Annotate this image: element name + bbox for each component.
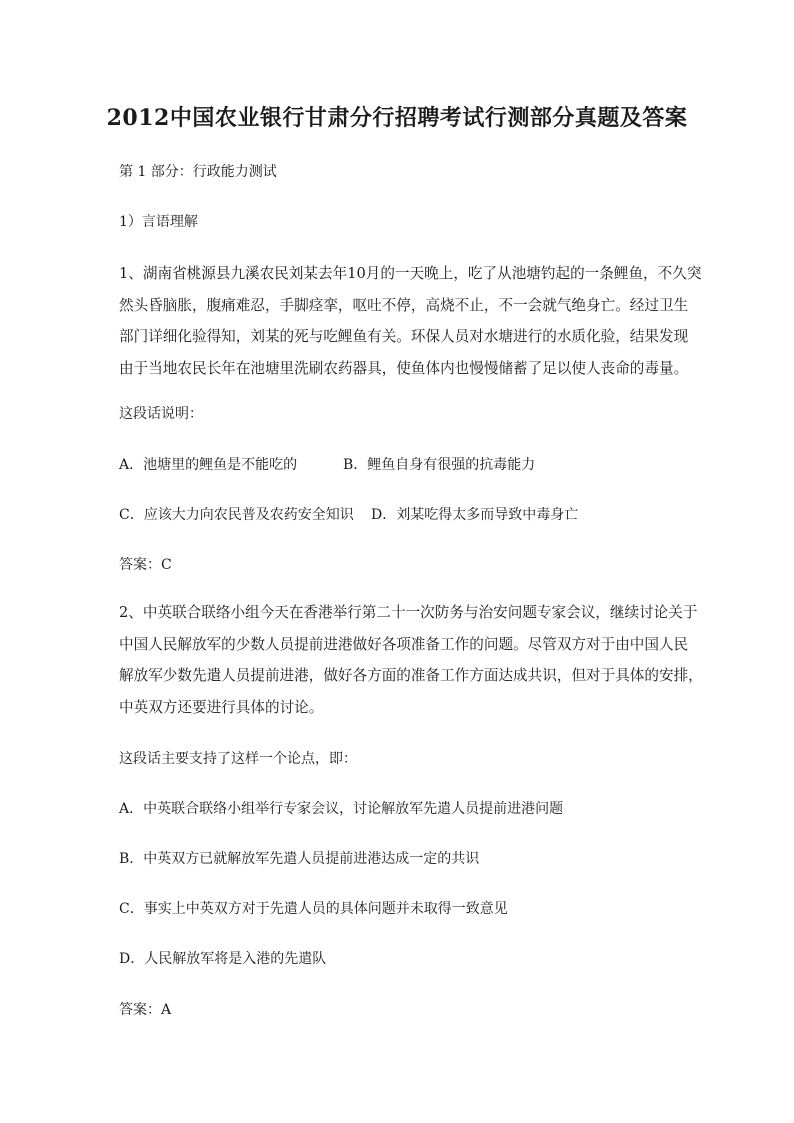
question-1-text <box>119 258 702 384</box>
question-2-option-c: C．事实上中英双方对于先遣人员的具体问题并未取得一致意见 <box>119 901 508 917</box>
question-1-line: 由于当地农民长年在池塘里洗刷农药器具，使鱼体内也慢慢储蓄了足以使人丧命的毒量。 <box>119 359 689 377</box>
question-1-option-b: B．鲤鱼自身有很强的抗毒能力 <box>343 457 536 473</box>
section-heading: 1）言语理解 <box>119 214 198 230</box>
question-1-answer: 答案：C <box>119 557 172 573</box>
question-1-line: 部门详细化验得知，刘某的死与吃鲤鱼有关。环保人员对水塘进行的水质化验，结果发现 <box>119 328 689 345</box>
question-2-answer: 答案：A <box>119 1002 172 1018</box>
question-2-line: 中国人民解放军的少数人员提前进港做好各项准备工作的问题。尽管双方对于由中国人民 <box>119 635 689 653</box>
question-1-line: 然头昏脑胀，腹痛难忍，手脚痉挛，呕吐不停，高烧不止，不一会就气绝身亡。经过卫生 <box>119 296 689 314</box>
question-1-option-c: C．应该大力向农民普及农药安全知识 <box>119 507 354 523</box>
question-1-prompt: 这段话说明： <box>119 406 203 422</box>
question-2-line: 2、中英联合联络小组今天在香港举行第二十一次防务与治安问题专家会议，继续讨论关于 <box>119 604 698 621</box>
document-title: 2012中国农业银行甘肃分行招聘考试行测部分真题及答案 <box>106 105 688 131</box>
question-2-prompt: 这段话主要支持了这样一个论点，即： <box>119 751 357 767</box>
question-1-option-d: D．刘某吃得太多而导致中毒身亡 <box>371 507 579 523</box>
question-2-line: 解放军少数先遣人员提前进港，做好各方面的准备工作方面达成共识，但对于具体的安排， <box>119 667 703 684</box>
question-1-option-a: A．池塘里的鲤鱼是不能吃的 <box>119 457 298 473</box>
question-2-option-d: D．人民解放军将是入港的先遣队 <box>119 951 327 967</box>
question-1-line: 1、湖南省桃源县九溪农民刘某去年10月的一天晚上，吃了从池塘钓起的一条鲤鱼，不久突 <box>119 265 702 282</box>
question-2-text <box>119 597 703 723</box>
part-heading: 第 1 部分：行政能力测试 <box>119 164 277 180</box>
question-2-option-b: B．中英双方已就解放军先遣人员提前进港达成一定的共识 <box>119 851 480 867</box>
question-2-option-a: A．中英联合联络小组举行专家会议，讨论解放军先遣人员提前进港问题 <box>119 801 564 817</box>
question-2-line: 中英双方还要进行具体的讨论。 <box>119 698 324 716</box>
